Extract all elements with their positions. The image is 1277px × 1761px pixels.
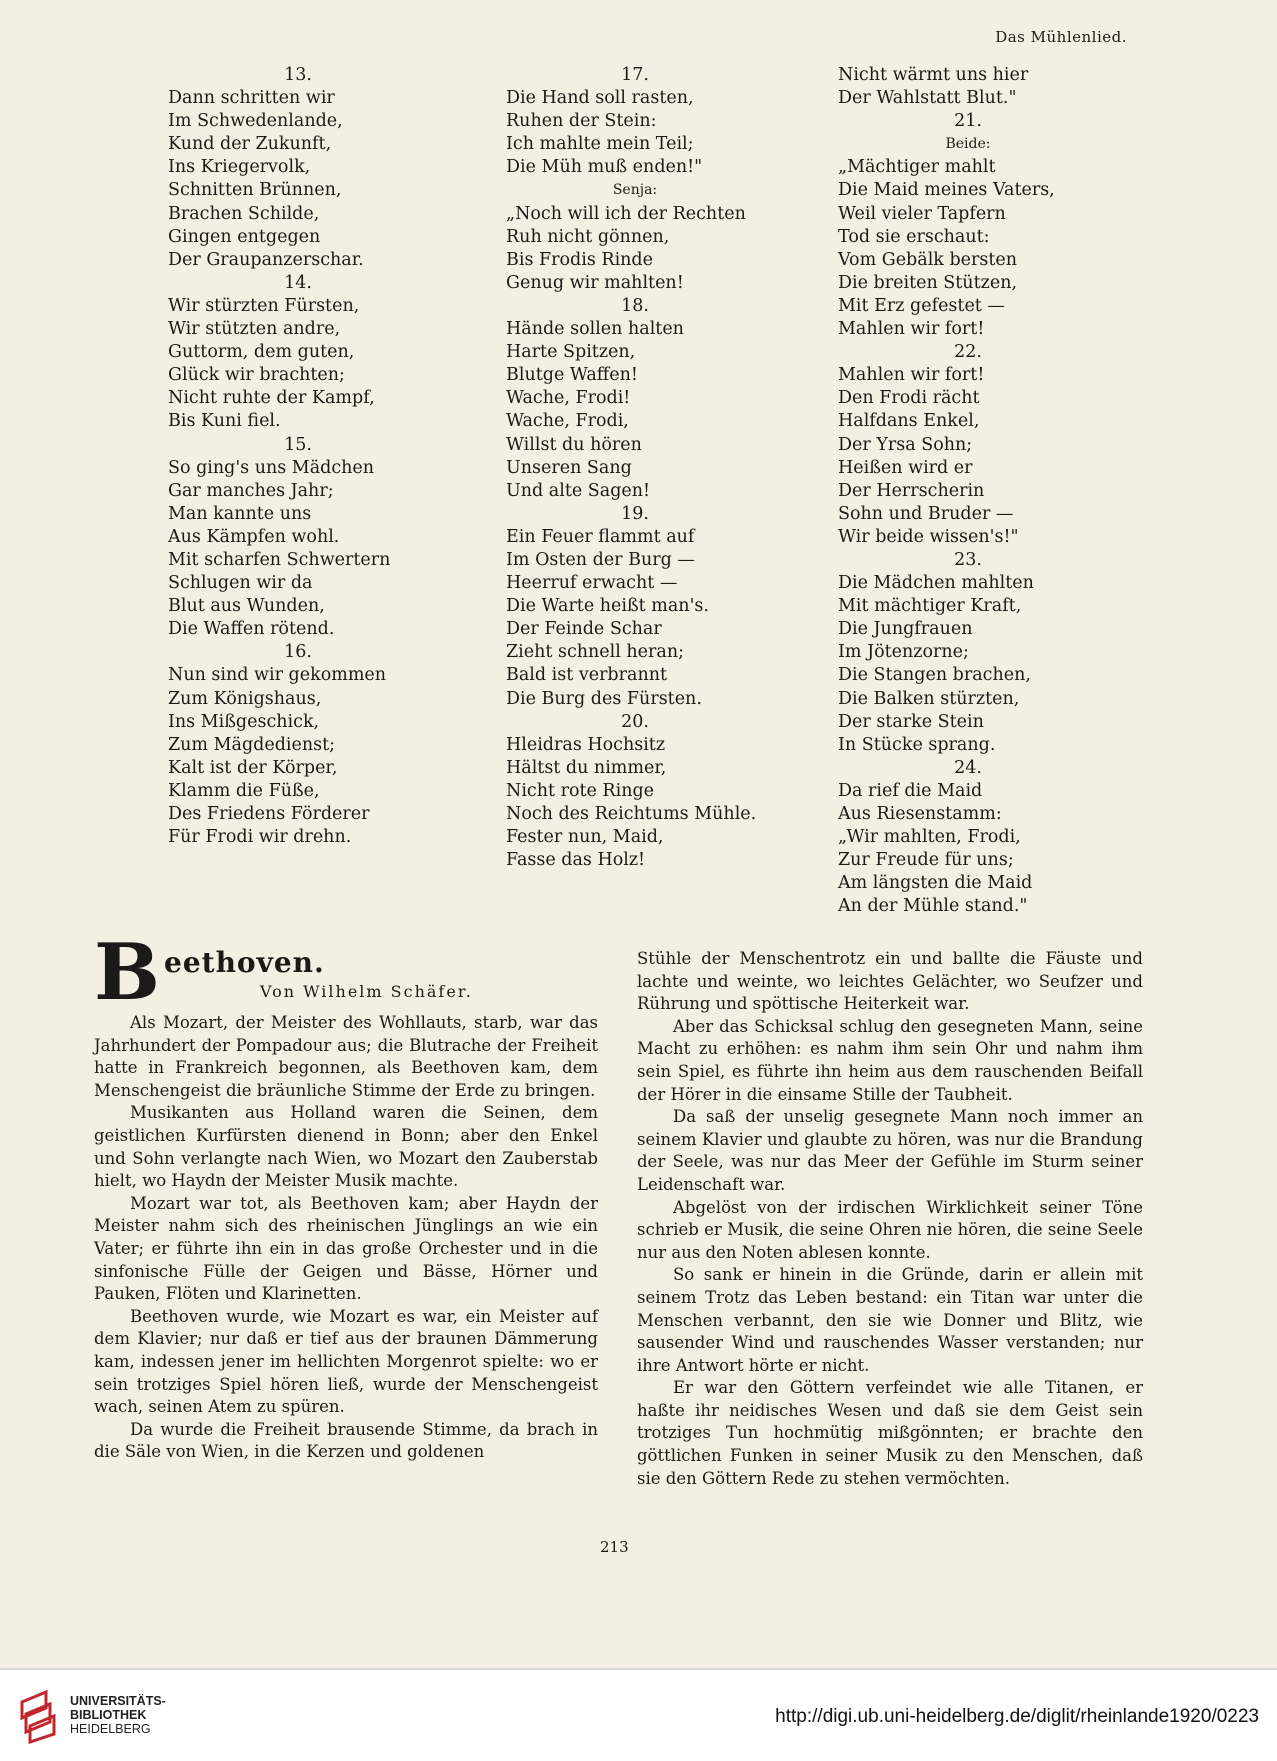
poem-line: Die Burg des Fürsten. <box>506 688 702 709</box>
poem-line: Wir beide wissen's!" <box>838 526 1019 547</box>
poem-line: Fester nun, Maid, <box>506 827 664 848</box>
poem-line: Ins Kriegervolk, <box>168 157 311 178</box>
library-name-line: UNIVERSITÄTS- <box>70 1694 166 1708</box>
poem-line: Mahlen wir fort! <box>838 365 985 386</box>
library-name <box>70 1694 166 1736</box>
poem-line: Gingen entgegen <box>168 226 321 247</box>
poem-line: Aus Riesenstamm: <box>838 804 1002 824</box>
poem-line: Unseren Sang <box>506 457 632 478</box>
poem-line: „Noch will ich der Rechten <box>506 203 746 224</box>
poem-line: Die Warte heißt man's. <box>506 596 709 617</box>
poem-line: Der Wahlstatt Blut." <box>838 88 1017 109</box>
stanza-number: 21. <box>954 111 982 132</box>
poem-column-2 <box>506 64 764 872</box>
poem-line: Ein Feuer flammt auf <box>506 526 695 547</box>
poem-line: Sohn und Bruder — <box>838 503 1014 524</box>
page-number: 213 <box>600 1538 629 1556</box>
poem-line: Die Hand soll rasten, <box>506 88 694 109</box>
poem-line: Nicht rote Ringe <box>506 780 655 801</box>
poem-column-1 <box>168 64 428 849</box>
poem-line: Man kannte uns <box>168 503 312 524</box>
poem-line: Den Frodi rächt <box>838 388 980 409</box>
poem-line: Hände sollen halten <box>506 319 684 340</box>
poem-line: Wir stürzten Fürsten, <box>168 295 360 316</box>
poem-line: Am längsten die Maid <box>838 873 1033 894</box>
essay-paragraph: Musikanten aus Holland waren die Seinen, dem geistlichen Kurfürsten dienend in Bonn; aber den Enkel und Sohn verlangte nach Wien, wo Mozart den Zauberstab hielt, wo Haydn der Meister Musik machte. <box>94 1103 598 1191</box>
poem-line: Kund der Zukunft, <box>168 134 332 155</box>
poem-line: Heerruf erwacht — <box>506 573 678 594</box>
poem-line: Gar manches Jahr; <box>168 480 334 501</box>
poem-line: Im Jötenzorne; <box>838 642 969 663</box>
poem-line: Glück wir brachten; <box>168 365 345 386</box>
poem-line: Weil vieler Tapfern <box>838 203 1006 224</box>
poem-line: Genug wir mahlten! <box>506 272 684 293</box>
poem-line: So ging's uns Mädchen <box>168 457 375 478</box>
poem-line: Des Friedens Förderer <box>168 804 370 824</box>
stanza-number: 13. <box>284 65 312 85</box>
poem-line: Die breiten Stützen, <box>838 272 1018 293</box>
footer-divider <box>0 1668 1277 1670</box>
speaker-label: Senja: <box>612 182 658 199</box>
essay-paragraph: Aber das Schicksal schlug den gesegneten Mann, seine Macht zu erhöhen: es nahm ihm sein Ohr und nahm ihm sein Spiel, es führte ihn heim aus dem rauschenden Beifall der Hörer in die einsame Stille der Taubheit. <box>637 1016 1143 1104</box>
poem-line: Da rief die Maid <box>838 780 983 801</box>
poem-line: Mit Erz gefestet — <box>838 295 1005 316</box>
poem-line: Tod sie erschaut: <box>838 226 990 247</box>
running-head: Das Mühlenlied. <box>995 28 1127 46</box>
poem-line: Die Müh muß enden!" <box>506 157 703 178</box>
stanza-number: 19. <box>621 503 649 524</box>
viewer-footer <box>0 1668 1277 1761</box>
poem-line: Bis Frodis Rinde <box>506 249 653 270</box>
poem-line: Im Osten der Burg — <box>506 549 695 570</box>
poem-line: Schlugen wir da <box>168 573 313 594</box>
poem-line: Hleidras Hochsitz <box>506 734 666 755</box>
poem-line: Vom Gebälk bersten <box>838 249 1018 270</box>
poem-line: Für Frodi wir drehn. <box>168 827 352 848</box>
speaker-label: Beide: <box>945 136 991 153</box>
stanza-number: 22. <box>954 342 982 363</box>
poem-line: Nun sind wir gekommen <box>168 665 387 686</box>
poem-line: Fasse das Holz! <box>506 850 646 871</box>
poem-line: Bis Kuni fiel. <box>168 411 281 432</box>
stanza-number: 18. <box>621 295 649 316</box>
poem-line: Der Herrscherin <box>838 480 985 501</box>
poem-line: Der Yrsa Sohn; <box>838 434 973 455</box>
poem-line: Heißen wird er <box>838 457 973 478</box>
essay-column-right <box>637 948 1143 1490</box>
essay-paragraph: Als Mozart, der Meister des Wohllauts, starb, war das Jahrhundert der Pompadour aus; die Blutrache der Freiheit hatte in Frankreich begonnen, als Beethoven kam, dem Menschengeist die bräunliche Stimme der Erde zu bringen. <box>94 1013 598 1100</box>
poem-line: Zum Königshaus, <box>168 688 322 709</box>
poem-line: Die Waffen rötend. <box>168 619 335 640</box>
poem-line: Die Mädchen mahlten <box>838 573 1034 594</box>
poem-line: Dann schritten wir <box>168 88 335 109</box>
poem-line: Harte Spitzen, <box>506 342 636 363</box>
essay-paragraph: Da saß der unselig gesegnete Mann noch immer an seinem Klavier und glaubte zu hören, was nur die Brandung der Seele, was nur das Meer der Gefühle im Sturm seiner Leidenschaft war. <box>637 1107 1143 1194</box>
poem-line: Der starke Stein <box>838 711 984 732</box>
stanza-number: 24. <box>954 757 982 778</box>
poem-line: Ins Mißgeschick, <box>168 711 320 732</box>
poem-line: In Stücke sprang. <box>838 734 996 755</box>
poem-line: Bald ist verbrannt <box>506 665 668 686</box>
essay-paragraph-continuation: Stühle der Menschentrotz ein und ballte die Fäuste und lachte und weinte, wo leichtes Gelächter, wo Seufzer und Rührung und spöttische Heiterkeit war. <box>637 949 1143 1014</box>
poem-line: Nicht ruhte der Kampf, <box>168 388 375 409</box>
poem-line: Halfdans Enkel, <box>838 411 980 432</box>
poem-line: „Mächtiger mahlt <box>838 157 996 178</box>
essay-paragraph: Beethoven wurde, wie Mozart es war, ein Meister auf dem Klavier; nur daß er tief aus der braunen Dämmerung kam, indessen jener im hellichten Morgenrot spielte: wo er sein trotziges Spiel hören ließ, wurde der Menschengeist wach, seinen Atem zu spüren. <box>94 1306 598 1417</box>
library-name-line: BIBLIOTHEK <box>70 1708 147 1722</box>
poem-line: Kalt ist der Körper, <box>168 757 338 778</box>
essay-paragraph: Er war den Göttern verfeindet wie alle Titanen, er haßte ihr neidisches Wesen und daß sie dem Geist sein trotziges Tun hochmütig mißgönnten; er brachte den göttlichen Funken in seiner Musik zu den Menschen, daß sie den Göttern Rede zu stehen vermöchten. <box>637 1378 1143 1488</box>
poem-line: Guttorm, dem guten, <box>168 342 355 363</box>
stanza-number: 23. <box>954 549 982 570</box>
essay-title-initial: B <box>94 927 160 1018</box>
permalink-url[interactable]: http://digi.ub.uni-heidelberg.de/diglit/rheinlande1920/0223 <box>775 1706 1259 1727</box>
stanza-number: 17. <box>621 65 649 85</box>
essay-byline: Von Wilhelm Schäfer. <box>260 982 473 1001</box>
poem-line: Blutge Waffen! <box>506 365 638 386</box>
poem-line: Mit scharfen Schwertern <box>168 549 391 570</box>
poem-line: Mit mächtiger Kraft, <box>838 596 1022 617</box>
poem-line: Der Feinde Schar <box>506 619 662 640</box>
poem-line: „Wir mahlten, Frodi, <box>838 827 1021 848</box>
essay-paragraph: Mozart war tot, als Beethoven kam; aber Haydn der Meister nahm sich des rheinischen Jünglings an wie ein Vater; er führte ihn ein in das große Orchester und in die sinfonische Fülle der Geigen und Bässe, Hörner und Pauken, Flöten und Klarinetten. <box>94 1193 598 1304</box>
poem-line: Klamm die Füße, <box>168 780 320 801</box>
poem-line: Schnitten Brünnen, <box>168 180 342 201</box>
poem-line: Noch des Reichtums Mühle. <box>506 804 757 824</box>
essay-column-left <box>94 942 598 1464</box>
poem-line: Die Maid meines Vaters, <box>838 180 1055 201</box>
essay-title: eethoven. <box>164 946 325 979</box>
poem-line: Nicht wärmt uns hier <box>838 65 1029 85</box>
stanza-number: 16. <box>284 642 312 663</box>
poem-line: Und alte Sagen! <box>506 480 651 501</box>
poem-line: Ich mahlte mein Teil; <box>506 134 694 155</box>
essay-paragraph: Abgelöst von der irdischen Wirklichkeit seiner Töne schrieb er Musik, die seine Ohren nie hören, die seine Seele nur aus den Noten ablesen konnte. <box>637 1197 1143 1262</box>
poem-line: Ruh nicht gönnen, <box>506 226 670 247</box>
stanza-number: 14. <box>284 272 312 293</box>
university-library-logo-icon <box>16 1688 62 1744</box>
poem-line: Wir stützten andre, <box>168 319 341 340</box>
poem-line: Die Balken stürzten, <box>838 688 1020 709</box>
poem-line: Mahlen wir fort! <box>838 319 985 340</box>
poem-line: Zum Mägdedienst; <box>168 734 336 755</box>
poem-line: Der Graupanzerschar. <box>168 249 364 270</box>
poem-line: An der Mühle stand." <box>838 896 1028 917</box>
poem-line: Im Schwedenlande, <box>168 111 343 132</box>
poem-line: Wache, Frodi, <box>506 411 629 432</box>
poem-line: Zieht schnell heran; <box>506 642 685 663</box>
essay-paragraph: So sank er hinein in die Gründe, darin er allein mit seinem Trotz das Leben bestand: ein Titan war unter die Menschen verbannt, den sie wie Donner und Blitz, wie sausender Wind und rauschendes Wasser verstanden; nur ihre Antwort hörte er nicht. <box>637 1265 1143 1375</box>
poem-column-3 <box>838 64 1098 918</box>
poem-line: Hältst du nimmer, <box>506 757 667 778</box>
poem-line: Zur Freude für uns; <box>838 850 1014 871</box>
poem-line: Blut aus Wunden, <box>168 596 325 617</box>
poem-line: Wache, Frodi! <box>506 388 631 409</box>
stanza-number: 15. <box>284 434 312 455</box>
stanza-number: 20. <box>621 711 649 732</box>
poem-line: Ruhen der Stein: <box>506 111 657 132</box>
poem-line: Die Jungfrauen <box>838 619 973 640</box>
poem-line: Brachen Schilde, <box>168 203 320 224</box>
poem-line: Die Stangen brachen, <box>838 665 1031 686</box>
essay-paragraph: Da wurde die Freiheit brausende Stimme, da brach in die Säle von Wien, in die Kerzen und goldenen <box>94 1419 598 1462</box>
poem-line: Willst du hören <box>506 434 642 455</box>
library-name-line: HEIDELBERG <box>70 1722 151 1736</box>
poem-line: Aus Kämpfen wohl. <box>168 526 340 547</box>
